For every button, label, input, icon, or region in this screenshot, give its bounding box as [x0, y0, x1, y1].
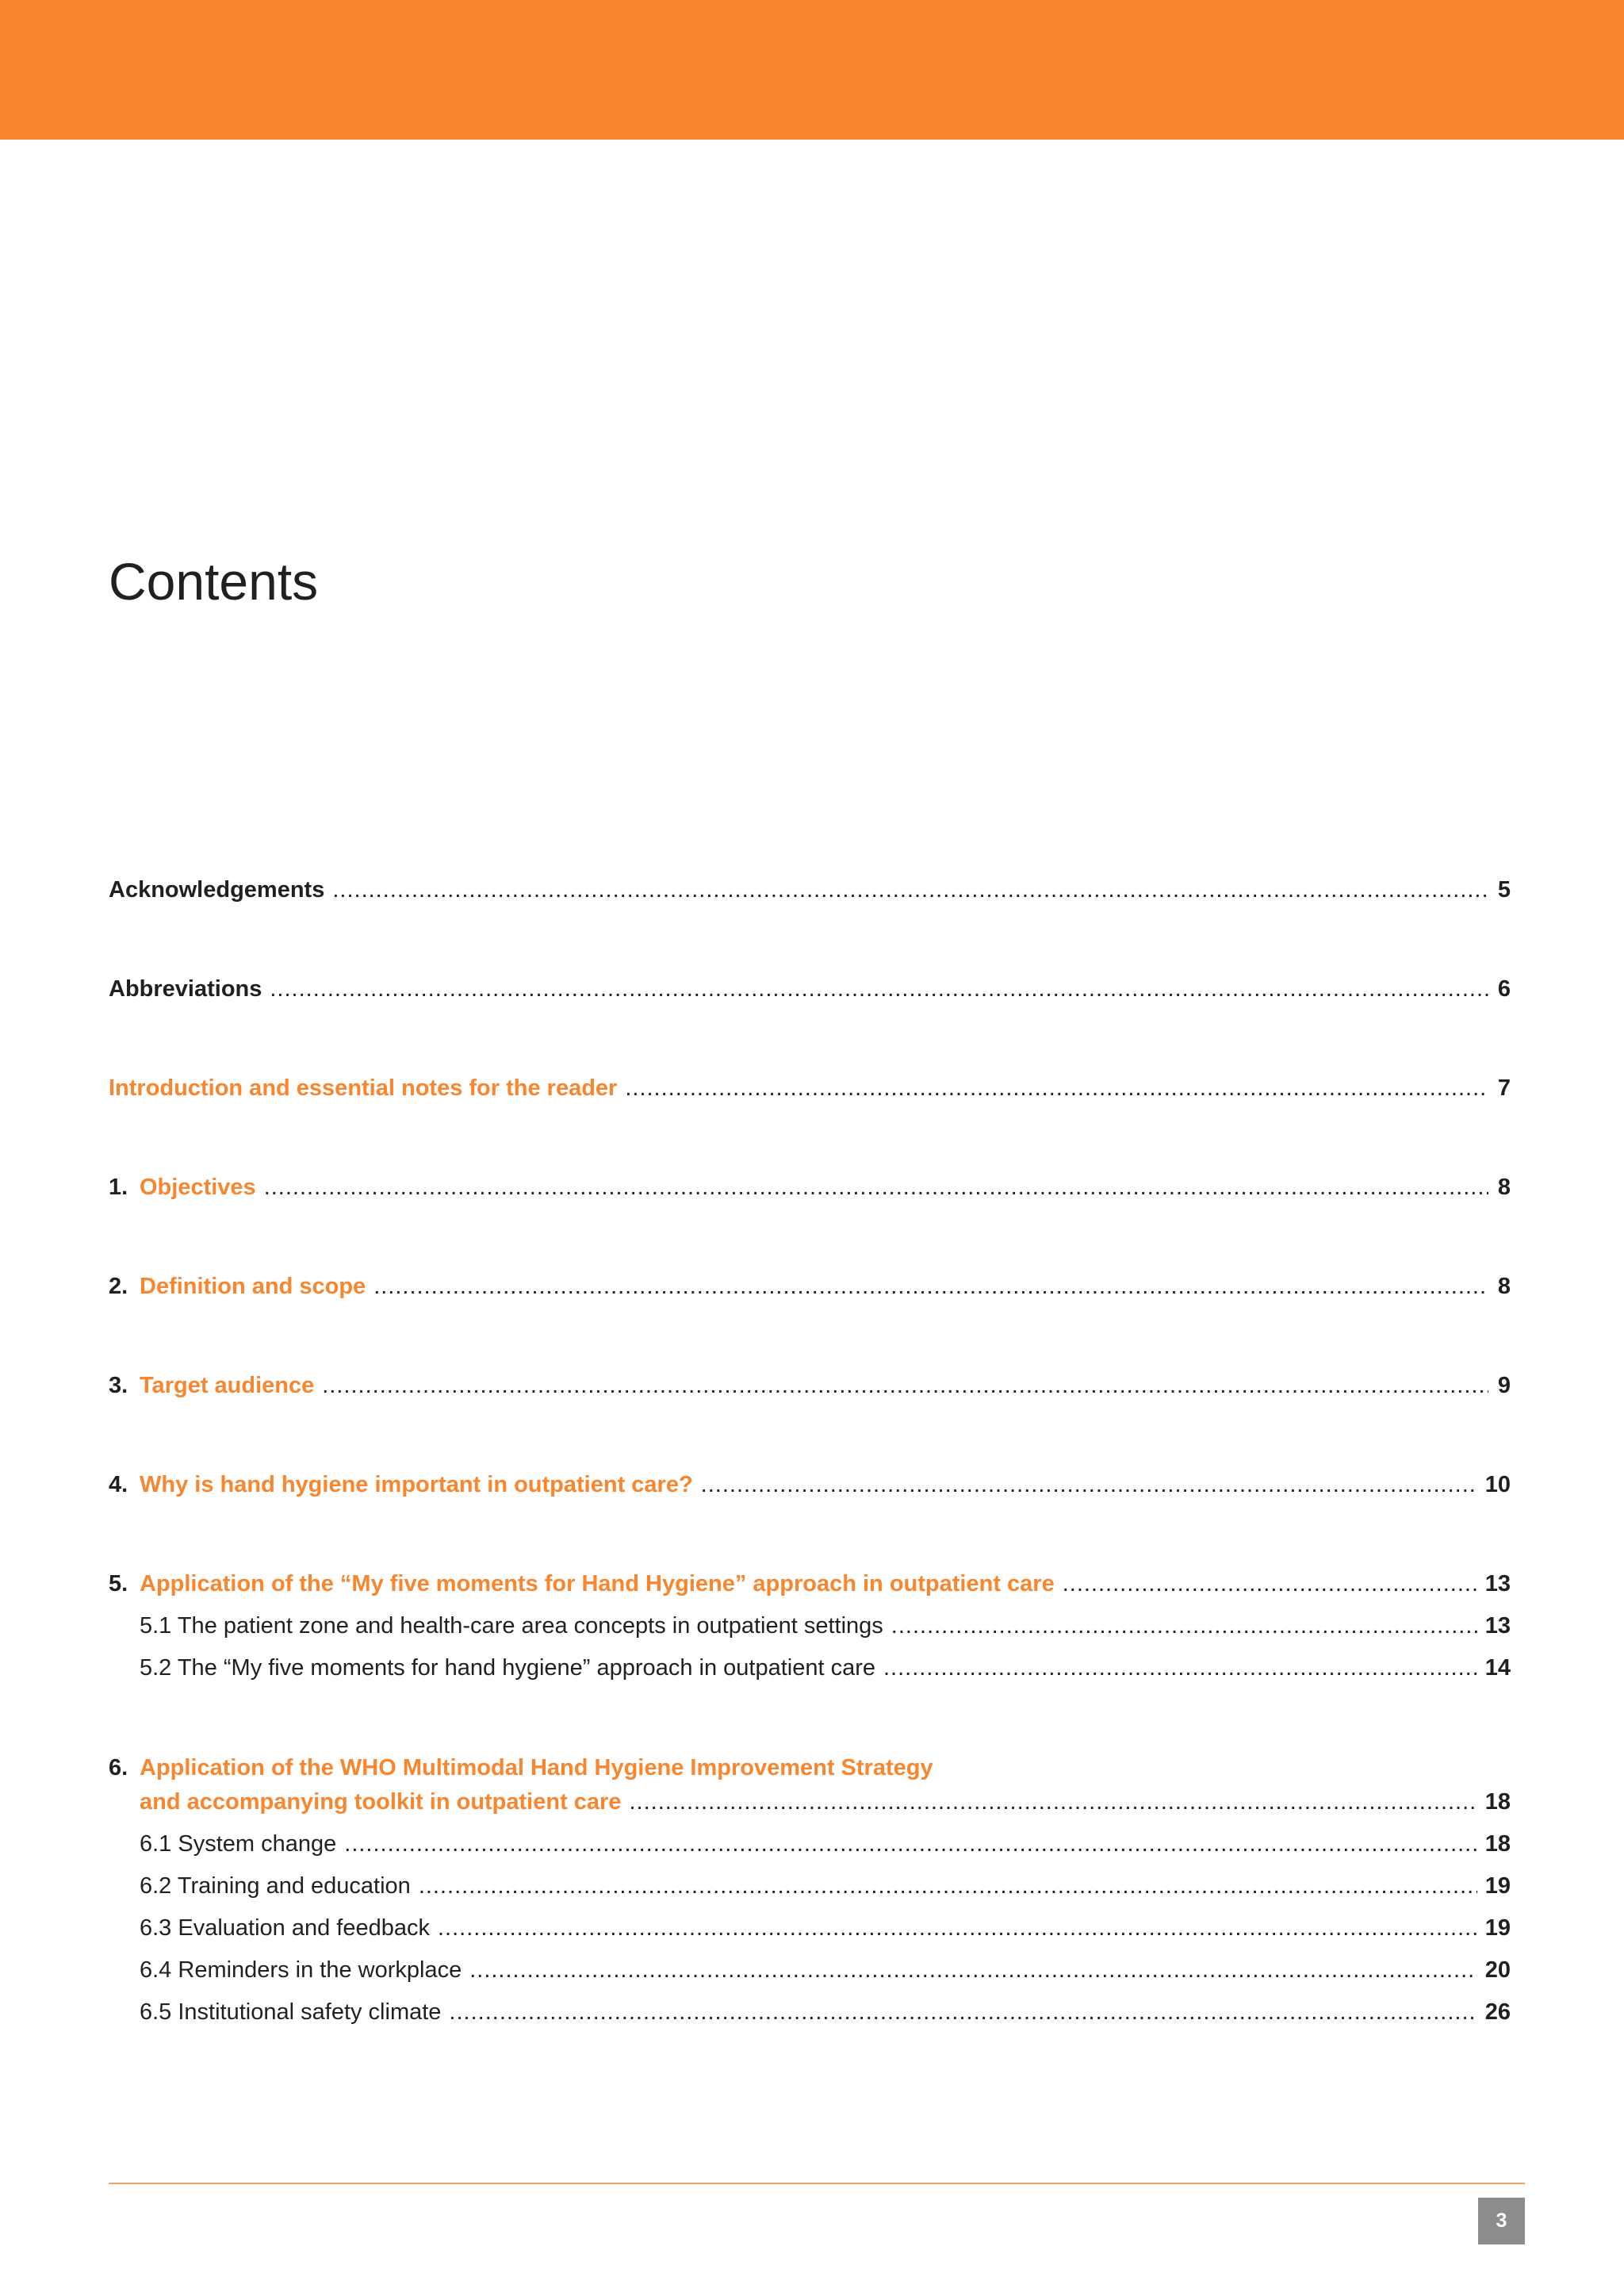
- toc-page-number: 20: [1484, 1957, 1511, 1983]
- dot-leader: [701, 1470, 1477, 1499]
- toc-label: 6.2 Training and education: [140, 1873, 411, 1899]
- section-number: 6.: [109, 1755, 128, 1780]
- toc-label: Application of the WHO Multimodal Hand Hygiene Improvement Strategy: [140, 1755, 933, 1780]
- toc-subentry-6-1[interactable]: [109, 1830, 1511, 1858]
- toc-page-number: 18: [1484, 1789, 1511, 1815]
- dot-leader: [469, 1956, 1477, 1984]
- toc-entry-multimodal-strategy-line1[interactable]: [109, 1754, 1511, 1782]
- toc-page-number: 9: [1497, 1373, 1511, 1398]
- dot-leader: [419, 1872, 1477, 1900]
- toc-subentry-6-5[interactable]: [109, 1998, 1511, 2026]
- toc-page-number: 13: [1484, 1613, 1511, 1639]
- dot-leader: [270, 975, 1488, 1003]
- toc-page-number: 14: [1484, 1655, 1511, 1681]
- dot-leader: [438, 1914, 1477, 1942]
- toc-page-number: 19: [1484, 1873, 1511, 1899]
- toc-label: Abbreviations: [109, 976, 262, 1002]
- toc-entry-acknowledgements[interactable]: [109, 876, 1511, 904]
- dot-leader: [449, 1998, 1477, 2026]
- toc-page-number: 19: [1484, 1915, 1511, 1941]
- toc-label: 6.1 System change: [140, 1831, 337, 1857]
- section-number: 1.: [109, 1175, 128, 1200]
- toc-label: 5.1 The patient zone and health-care area concepts in outpatient settings: [140, 1613, 883, 1639]
- dot-leader: [629, 1788, 1477, 1816]
- toc-label: 6.4 Reminders in the workplace: [140, 1957, 462, 1983]
- section-number: 2.: [109, 1274, 128, 1299]
- toc-page-number: 7: [1497, 1075, 1511, 1101]
- toc-label: Acknowledgements: [109, 877, 325, 903]
- toc-subentry-6-4[interactable]: [109, 1956, 1511, 1984]
- toc-label: and accompanying toolkit in outpatient care: [140, 1789, 622, 1815]
- dot-leader: [1063, 1570, 1477, 1598]
- footer-divider: [109, 2183, 1525, 2184]
- toc-page-number: 8: [1497, 1175, 1511, 1200]
- toc-label: Introduction and essential notes for the reader: [109, 1075, 618, 1101]
- toc-entry-five-moments[interactable]: [109, 1570, 1511, 1598]
- toc-subentry-6-3[interactable]: [109, 1914, 1511, 1942]
- toc-page-number: 26: [1484, 1999, 1511, 2025]
- dot-leader: [264, 1173, 1488, 1202]
- toc-subentry-6-2[interactable]: [109, 1872, 1511, 1900]
- toc-label: 6.3 Evaluation and feedback: [140, 1915, 430, 1941]
- section-number: 4.: [109, 1472, 128, 1497]
- toc-page-number: 13: [1484, 1571, 1511, 1596]
- toc-label: Objectives: [140, 1175, 256, 1200]
- toc-entry-abbreviations[interactable]: [109, 975, 1511, 1003]
- toc-page-number: 10: [1484, 1472, 1511, 1497]
- dot-leader: [883, 1654, 1477, 1682]
- toc-page-number: 5: [1497, 877, 1511, 903]
- toc-label: 6.5 Institutional safety climate: [140, 1999, 442, 2025]
- dot-leader: [322, 1371, 1488, 1400]
- toc-subentry-5-2[interactable]: [109, 1654, 1511, 1682]
- section-number: 3.: [109, 1373, 128, 1398]
- dot-leader: [625, 1074, 1488, 1102]
- section-number: 5.: [109, 1571, 128, 1596]
- dot-leader: [891, 1612, 1477, 1640]
- toc-page-number: 6: [1497, 976, 1511, 1002]
- toc-label: Target audience: [140, 1373, 315, 1398]
- toc-label: 5.2 The “My five moments for hand hygiene” approach in outpatient care: [140, 1655, 875, 1681]
- dot-leader: [373, 1272, 1488, 1301]
- toc-entry-multimodal-strategy-line2[interactable]: [109, 1788, 1511, 1816]
- toc-entry-introduction[interactable]: [109, 1074, 1511, 1102]
- toc-entry-definition-and-scope[interactable]: [109, 1272, 1511, 1301]
- dot-leader: [344, 1830, 1477, 1858]
- toc-subentry-5-1[interactable]: [109, 1612, 1511, 1640]
- page-number-badge: 3: [1478, 2198, 1525, 2244]
- toc-entry-objectives[interactable]: [109, 1173, 1511, 1202]
- toc-label: Why is hand hygiene important in outpatient care?: [140, 1472, 693, 1497]
- toc-page-number: 8: [1497, 1274, 1511, 1299]
- toc-entry-why-hand-hygiene[interactable]: [109, 1470, 1511, 1499]
- toc-label: Application of the “My five moments for Hand Hygiene” approach in outpatient care: [140, 1571, 1055, 1596]
- header-band: [0, 0, 1624, 140]
- toc-label: Definition and scope: [140, 1274, 366, 1299]
- page-title: Contents: [109, 552, 319, 611]
- dot-leader: [332, 876, 1488, 904]
- toc-entry-target-audience[interactable]: [109, 1371, 1511, 1400]
- toc-page-number: 18: [1484, 1831, 1511, 1857]
